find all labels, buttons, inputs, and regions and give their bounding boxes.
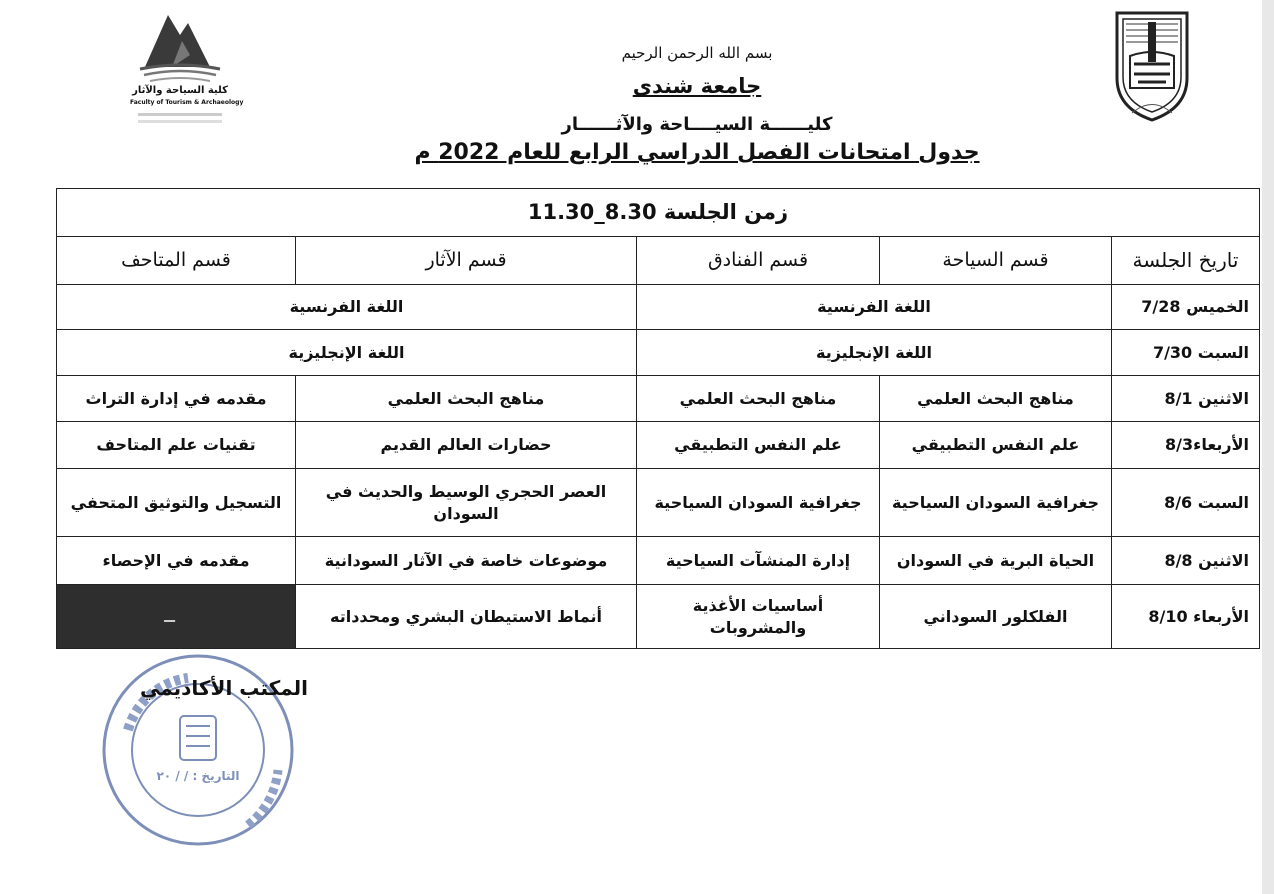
header-hotels: قسم الفنادق xyxy=(637,237,880,285)
table-row xyxy=(57,330,1260,376)
basmala: بسم الله الرحمن الرحيم xyxy=(621,44,773,62)
cell-tourism: جغرافية السودان السياحية xyxy=(880,469,1112,537)
row-date: الأربعاء 8/10 xyxy=(1112,585,1260,649)
cell-hotels: علم النفس التطبيقي xyxy=(637,422,880,469)
academic-office-title: المكتب الأكاديمي xyxy=(140,676,309,700)
header-tourism: قسم السياحة xyxy=(880,237,1112,285)
row-date: الاثنين 8/1 xyxy=(1112,376,1260,422)
cell-archaeology: العصر الحجري الوسيط والحديث في السودان xyxy=(296,469,637,537)
cell-museums: التسجيل والتوثيق المتحفي xyxy=(57,469,296,537)
college-name: كليــــــة السيــــاحة والآثــــــار xyxy=(561,114,833,135)
cell-tourism: الحياة البرية في السودان xyxy=(880,537,1112,585)
cell-archaeology: أنماط الاستيطان البشري ومحدداته xyxy=(296,585,637,649)
merged-cell: اللغة الإنجليزية xyxy=(637,330,1112,376)
row-date: الاثنين 8/8 xyxy=(1112,537,1260,585)
table-row xyxy=(57,422,1260,469)
cell-museums: مقدمه في الإحصاء xyxy=(57,537,296,585)
page-title: جدول امتحانات الفصل الدراسي الرابع للعام 2022 م xyxy=(414,140,980,165)
cell-museums: مقدمه في إدارة التراث xyxy=(57,376,296,422)
stamp-date-label: التاريخ : / / ٢٠ xyxy=(156,769,240,783)
faculty-name-en: Faculty of Tourism & Archaeology xyxy=(130,99,244,106)
table-row xyxy=(57,537,1260,585)
university-emblem-icon xyxy=(1112,8,1192,128)
exam-schedule-table xyxy=(56,188,1260,649)
table-row xyxy=(57,285,1260,330)
session-time: زمن الجلسة 8.30_11.30 xyxy=(57,189,1260,237)
row-date: الخميس 7/28 xyxy=(1112,285,1260,330)
header-date: تاريخ الجلسة xyxy=(1112,237,1260,285)
merged-cell: اللغة الفرنسية xyxy=(637,285,1112,330)
cell-museums-blank: ــ xyxy=(57,585,296,649)
header-archaeology: قسم الآثار xyxy=(296,237,637,285)
table-row xyxy=(57,469,1260,537)
cell-archaeology: حضارات العالم القديم xyxy=(296,422,637,469)
merged-cell: اللغة الإنجليزية xyxy=(57,330,637,376)
row-date: الأربعاء8/3 xyxy=(1112,422,1260,469)
table-row xyxy=(57,376,1260,422)
row-date: السبت 7/30 xyxy=(1112,330,1260,376)
header-museums: قسم المتاحف xyxy=(57,237,296,285)
cell-hotels: إدارة المنشآت السياحية xyxy=(637,537,880,585)
cell-museums: تقنيات علم المتاحف xyxy=(57,422,296,469)
row-date: السبت 8/6 xyxy=(1112,469,1260,537)
cell-hotels: أساسيات الأغذية والمشروبات xyxy=(637,585,880,649)
table-row xyxy=(57,585,1260,649)
cell-tourism: الفلكلور السوداني xyxy=(880,585,1112,649)
cell-tourism: مناهج البحث العلمي xyxy=(880,376,1112,422)
faculty-name-ar: كلية السياحة والآثار xyxy=(132,85,228,96)
cell-archaeology: مناهج البحث العلمي xyxy=(296,376,637,422)
cell-hotels: مناهج البحث العلمي xyxy=(637,376,880,422)
cell-tourism: علم النفس التطبيقي xyxy=(880,422,1112,469)
header-row xyxy=(57,237,1260,285)
session-time-row xyxy=(57,189,1260,237)
cell-archaeology: موضوعات خاصة في الآثار السودانية xyxy=(296,537,637,585)
merged-cell: اللغة الفرنسية xyxy=(57,285,637,330)
university-name: جامعة شندى xyxy=(632,74,762,98)
cell-hotels: جغرافية السودان السياحية xyxy=(637,469,880,537)
